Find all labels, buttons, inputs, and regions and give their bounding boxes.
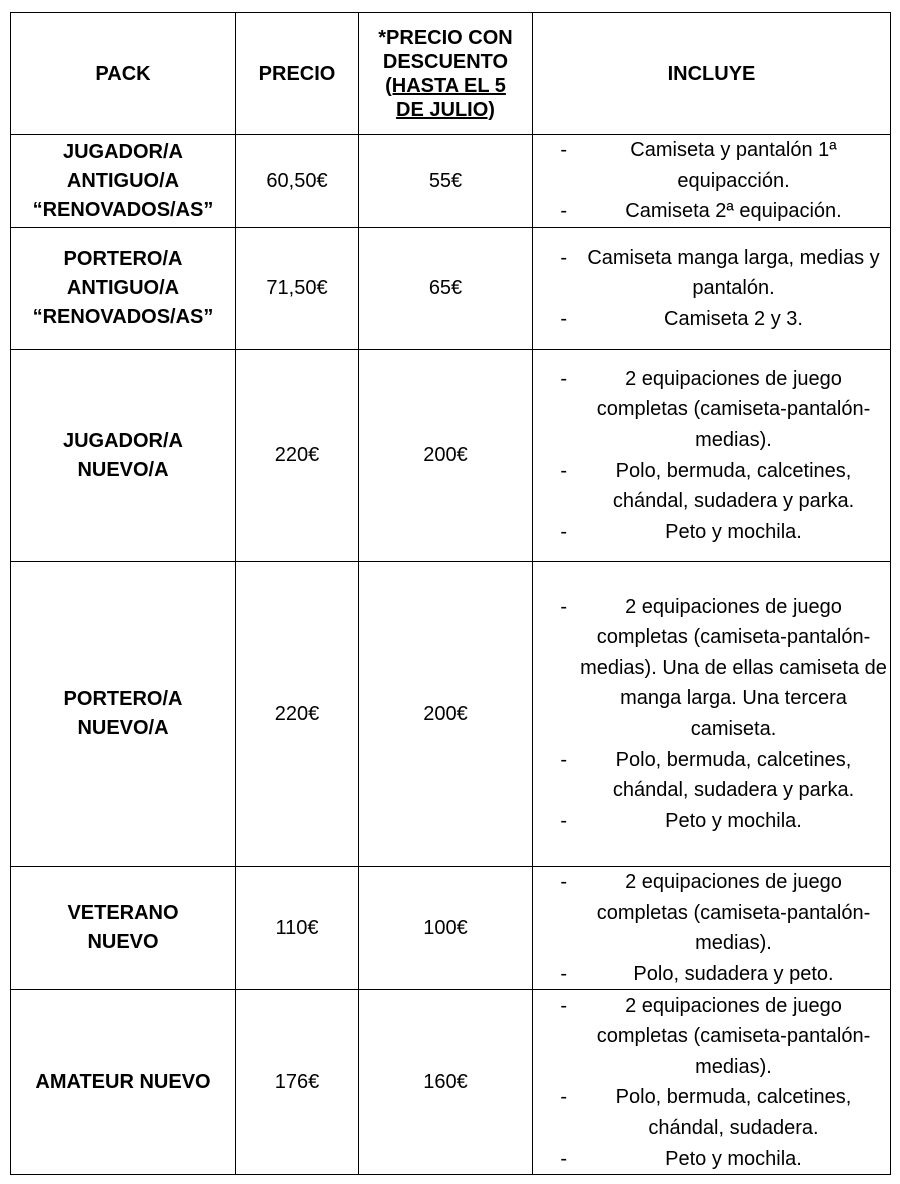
incluye-item-text: 2 equipaciones de juego completas (camiseta-pantalón-medias).	[596, 871, 871, 955]
incluye-item-text: Camiseta manga larga, medias y pantalón.	[587, 246, 880, 300]
pack-name-line: NUEVO	[87, 931, 159, 954]
pack-name-line: JUGADOR/A	[62, 140, 183, 163]
pack-name-cell	[11, 562, 236, 867]
pack-name-line: NUEVO/A	[77, 458, 169, 481]
incluye-list-item	[533, 364, 890, 456]
pack-name-line: NUEVO/A	[77, 717, 169, 739]
descuento-cell: 200€	[359, 562, 533, 867]
incluye-item-text: Camiseta 2ª equipación.	[625, 200, 842, 223]
incluye-item-text: Polo, bermuda, calcetines, chándal, sudadera.	[615, 1086, 852, 1139]
pack-name-line: ANTIGUO/A	[66, 277, 180, 299]
packs-table	[10, 12, 891, 1175]
pack-name-cell	[11, 350, 236, 562]
pack-name-line: “RENOVADOS/AS”	[32, 306, 214, 328]
incluye-list-item	[533, 959, 890, 990]
table-row	[11, 228, 891, 350]
incluye-list-item	[533, 517, 890, 548]
incluye-cell	[533, 562, 891, 867]
pack-name-line: PORTERO/A	[63, 688, 183, 710]
incluye-list-item	[533, 592, 890, 745]
precio-cell: 220€	[236, 350, 359, 562]
incluye-list-item	[533, 243, 890, 304]
bullet-dash: -	[560, 459, 567, 482]
descuento-cell: 160€	[359, 990, 533, 1175]
bullet-dash: -	[560, 367, 567, 390]
incluye-list-item	[533, 135, 890, 196]
bullet-dash: -	[560, 1147, 567, 1170]
header-descuento-line: *PRECIO CON	[378, 26, 513, 49]
table-row	[11, 562, 891, 867]
bullet-dash: -	[560, 1086, 567, 1109]
incluye-list-item	[533, 745, 890, 806]
pack-name-cell	[11, 867, 236, 990]
bullet-dash: -	[560, 962, 567, 985]
pack-name-line: JUGADOR/A	[62, 429, 183, 452]
descuento-cell: 100€	[359, 867, 533, 990]
pack-name-line: AMATEUR NUEVO	[35, 1070, 211, 1093]
descuento-cell: 65€	[359, 228, 533, 350]
incluye-list-item	[533, 806, 890, 837]
precio-cell: 71,50€	[236, 228, 359, 350]
incluye-item-text: Camiseta 2 y 3.	[664, 307, 803, 330]
incluye-list-item	[533, 1144, 890, 1175]
incluye-list-item	[533, 196, 890, 227]
incluye-list-item	[533, 1082, 890, 1143]
bullet-dash: -	[560, 871, 567, 893]
incluye-item-text: Peto y mochila.	[665, 809, 802, 832]
bullet-dash: -	[560, 994, 567, 1017]
pack-name-line: VETERANO	[67, 902, 179, 925]
header-descuento-deadline: (HASTA EL 5	[385, 74, 506, 97]
incluye-list-item	[533, 456, 890, 517]
header-row	[11, 13, 891, 135]
incluye-item-text: 2 equipaciones de juego completas (camiseta-pantalón-medias).	[596, 994, 871, 1078]
precio-cell: 176€	[236, 990, 359, 1175]
table-body	[11, 135, 891, 1175]
bullet-dash: -	[560, 200, 567, 223]
pack-name-cell	[11, 990, 236, 1175]
incluye-list-item	[533, 991, 890, 1083]
precio-cell: 110€	[236, 867, 359, 990]
table-row	[11, 135, 891, 228]
descuento-cell: 200€	[359, 350, 533, 562]
bullet-dash: -	[560, 595, 567, 618]
incluye-cell	[533, 228, 891, 350]
incluye-item-text: Peto y mochila.	[665, 520, 802, 543]
incluye-item-text: Peto y mochila.	[665, 1147, 802, 1170]
header-pack: PACK	[11, 13, 236, 135]
header-incluye: INCLUYE	[533, 13, 891, 135]
bullet-dash: -	[560, 139, 567, 162]
incluye-item-text: 2 equipaciones de juego completas (camiseta-pantalón-medias). Una de ellas camiseta de manga larga. Una tercera camiseta.	[580, 595, 887, 740]
header-descuento-deadline: DE JULIO)	[396, 98, 495, 121]
pack-name-line: PORTERO/A	[63, 248, 183, 270]
bullet-dash: -	[560, 809, 567, 832]
incluye-list-item	[533, 867, 890, 959]
incluye-cell	[533, 990, 891, 1175]
bullet-dash: -	[560, 307, 567, 330]
header-descuento-line: DESCUENTO	[382, 50, 509, 73]
incluye-item-text: Camiseta y pantalón 1ª equipacción.	[630, 139, 837, 192]
incluye-item-text: Polo, bermuda, calcetines, chándal, sudadera y parka.	[612, 459, 855, 513]
precio-cell: 220€	[236, 562, 359, 867]
pack-name-cell	[11, 228, 236, 350]
pack-name-line: “RENOVADOS/AS”	[32, 198, 214, 221]
table-row	[11, 867, 891, 990]
pack-name-line: ANTIGUO/A	[66, 169, 180, 192]
incluye-item-text: 2 equipaciones de juego completas (camiseta-pantalón-medias).	[596, 367, 871, 451]
pack-name-cell	[11, 135, 236, 228]
incluye-item-text: Polo, bermuda, calcetines, chándal, sudadera y parka.	[612, 748, 855, 802]
precio-cell: 60,50€	[236, 135, 359, 228]
incluye-item-text: Polo, sudadera y peto.	[633, 962, 834, 985]
table-row	[11, 990, 891, 1175]
bullet-dash: -	[560, 246, 567, 269]
incluye-cell	[533, 135, 891, 228]
header-precio: PRECIO	[236, 13, 359, 135]
bullet-dash: -	[560, 520, 567, 543]
table-row	[11, 350, 891, 562]
incluye-cell	[533, 867, 891, 990]
header-descuento	[359, 13, 533, 135]
bullet-dash: -	[560, 748, 567, 771]
descuento-cell: 55€	[359, 135, 533, 228]
incluye-cell	[533, 350, 891, 562]
incluye-list-item	[533, 304, 890, 335]
